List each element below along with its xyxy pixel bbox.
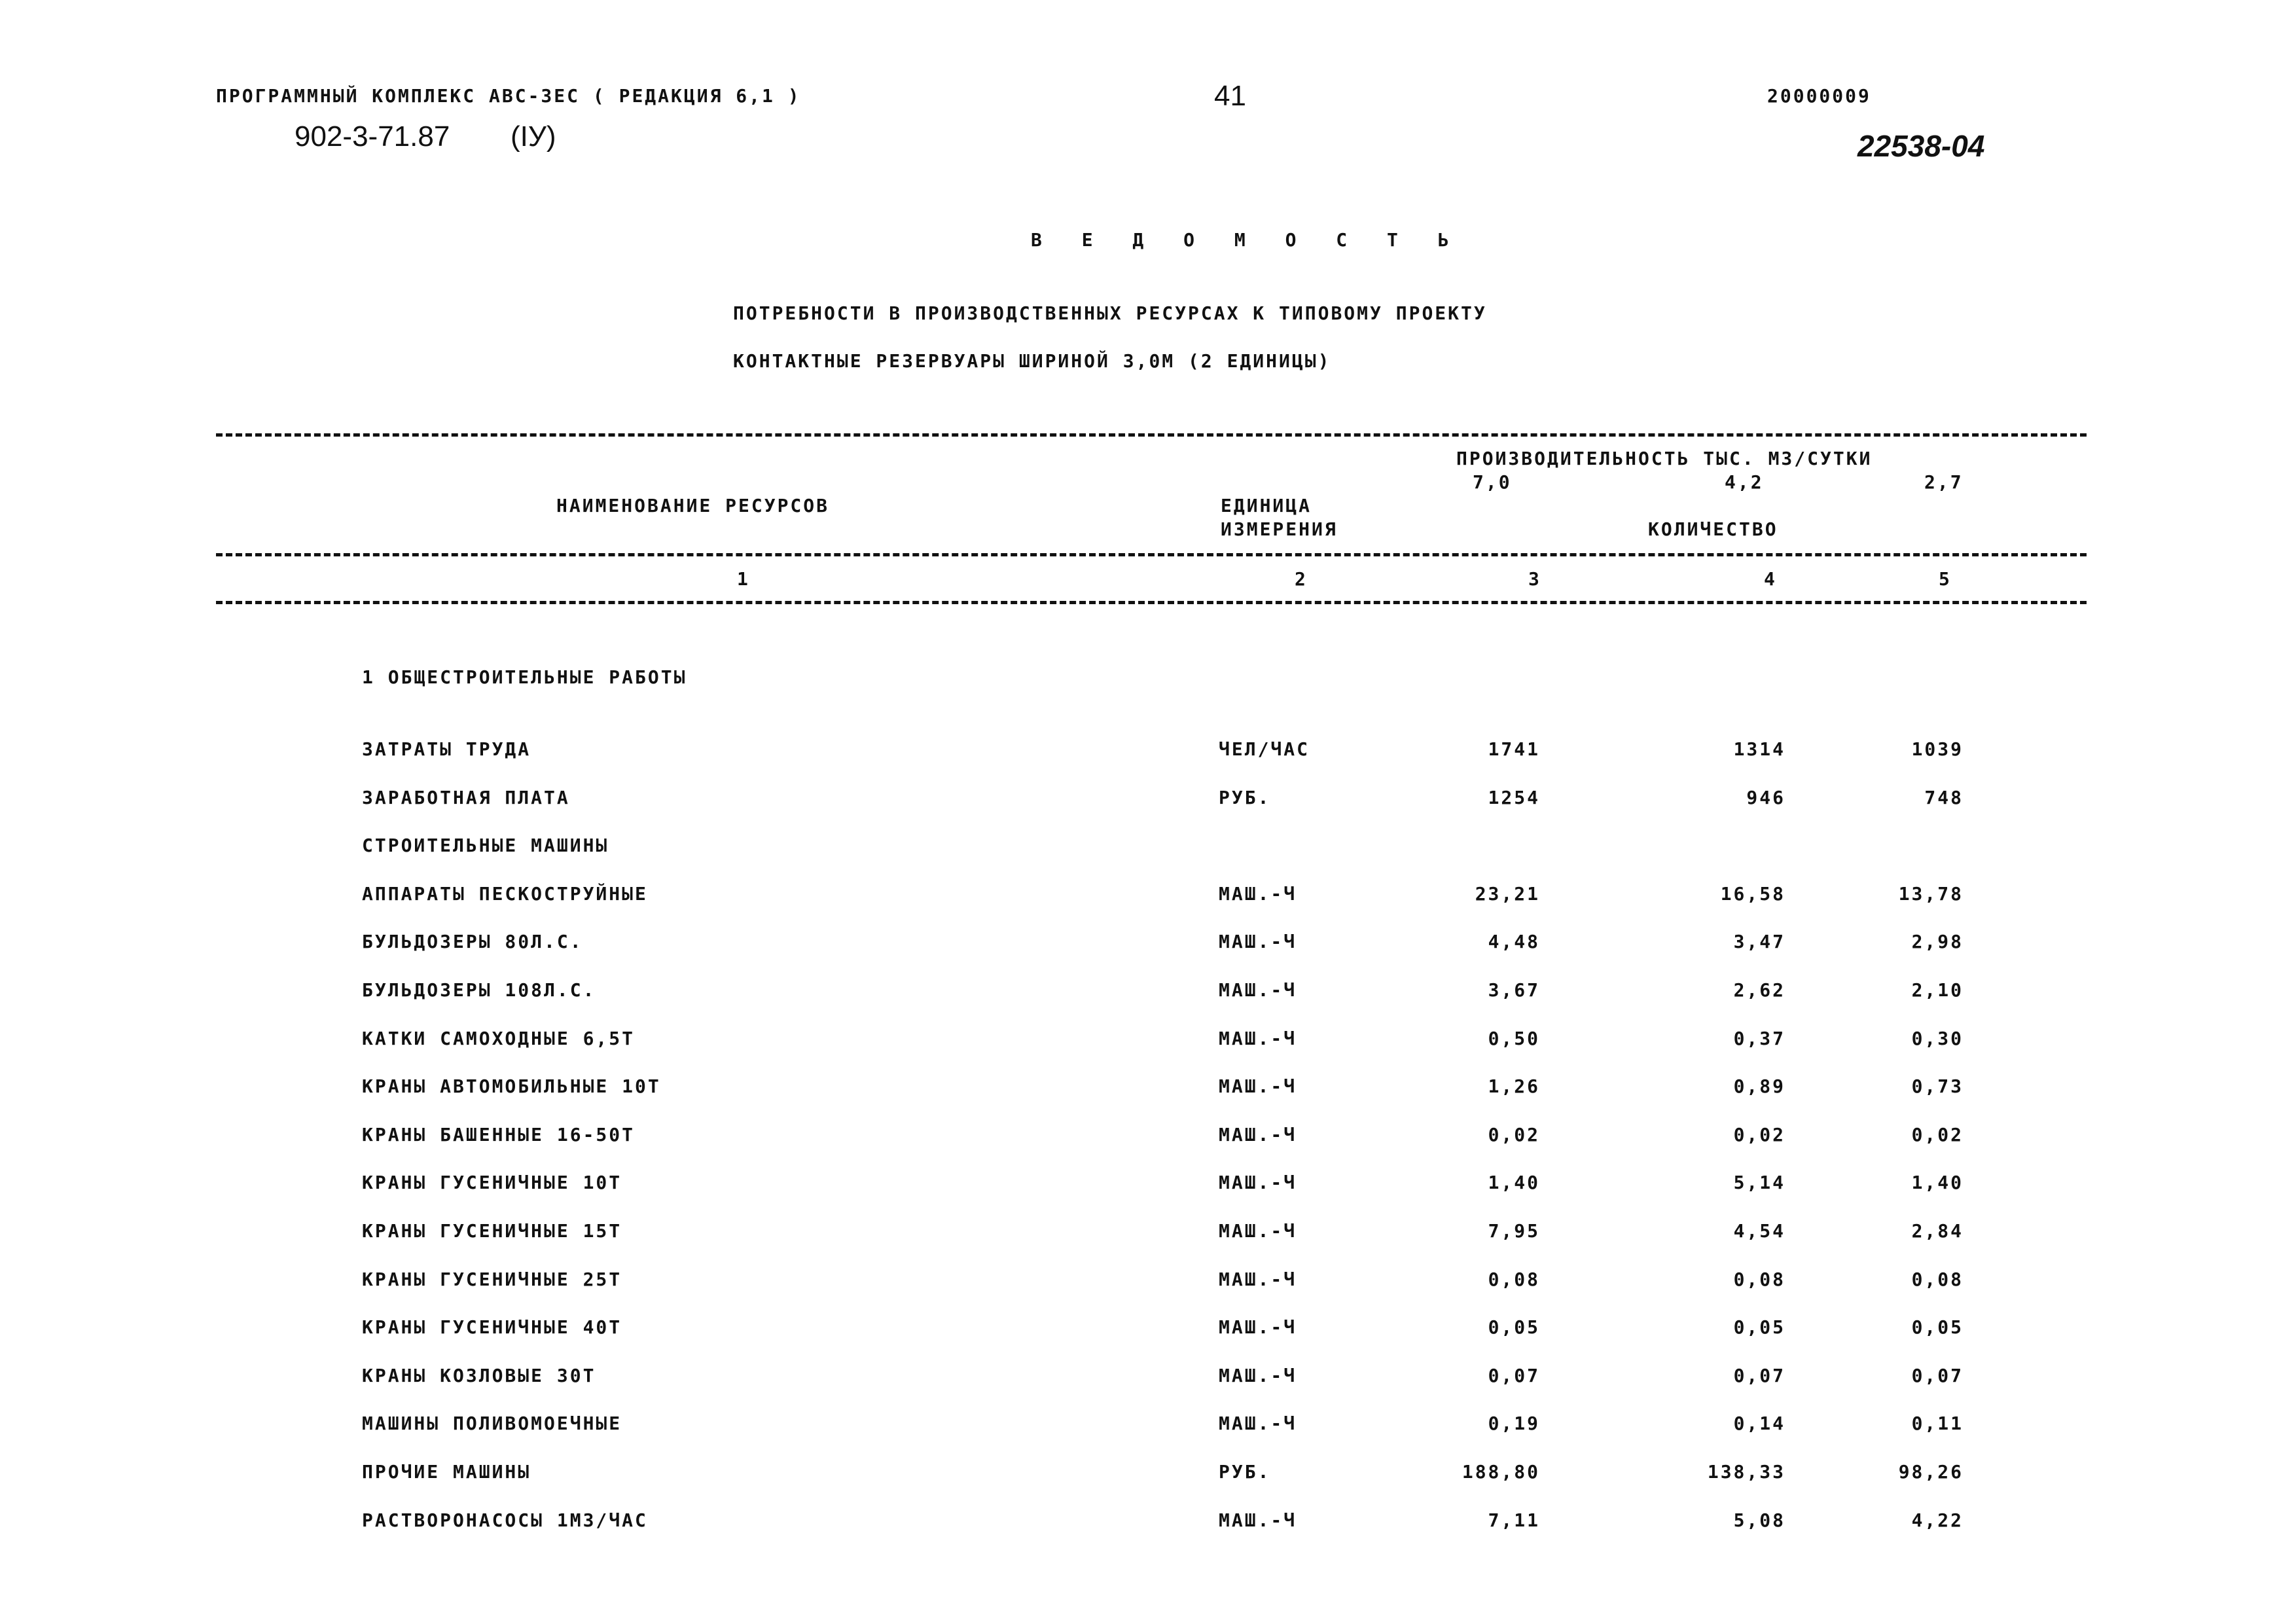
quantity-col-3: 23,21 bbox=[1475, 883, 1540, 905]
resource-unit: МАШ.-Ч bbox=[1219, 1269, 1297, 1290]
productivity-value-3: 2,7 bbox=[1924, 471, 1964, 493]
quantity-col-3: 0,07 bbox=[1488, 1365, 1540, 1386]
quantity-col-5: 4,22 bbox=[1911, 1509, 1964, 1531]
resource-unit: МАШ.-Ч bbox=[1219, 883, 1297, 905]
project-code: 902-3-71.87 bbox=[295, 120, 450, 153]
album-number: 22538-04 bbox=[1857, 129, 1985, 163]
resource-unit: МАШ.-Ч bbox=[1219, 931, 1297, 952]
resource-name: ЗАРАБОТНАЯ ПЛАТА bbox=[362, 787, 570, 808]
quantity-col-4: 0,37 bbox=[1733, 1028, 1785, 1049]
quantity-col-5: 0,73 bbox=[1911, 1075, 1964, 1097]
quantity-header: КОЛИЧЕСТВО bbox=[1648, 518, 1778, 540]
resource-name: КРАНЫ БАШЕННЫЕ 16-50Т bbox=[362, 1124, 636, 1146]
quantity-col-4: 946 bbox=[1746, 787, 1785, 808]
quantity-col-5: 13,78 bbox=[1898, 883, 1964, 905]
title-line-1: ПОТРЕБНОСТИ В ПРОИЗВОДСТВЕННЫХ РЕСУРСАХ К ТИПОВОМУ ПРОЕКТУ bbox=[733, 302, 1487, 324]
volume-label: (IУ) bbox=[511, 120, 556, 153]
quantity-col-5: 0,07 bbox=[1911, 1365, 1964, 1386]
quantity-col-4: 0,89 bbox=[1733, 1075, 1785, 1097]
quantity-col-5: 748 bbox=[1924, 787, 1964, 808]
header-bottom-rule bbox=[216, 553, 2087, 556]
resource-unit: МАШ.-Ч bbox=[1219, 1124, 1297, 1146]
quantity-col-5: 98,26 bbox=[1898, 1461, 1964, 1483]
quantity-col-3: 1,26 bbox=[1488, 1075, 1540, 1097]
quantity-col-5: 0,02 bbox=[1911, 1124, 1964, 1146]
resource-unit: РУБ. bbox=[1219, 787, 1271, 808]
quantity-col-4: 138,33 bbox=[1707, 1461, 1785, 1483]
title-line-2: КОНТАКТНЫЕ РЕЗЕРВУАРЫ ШИРИНОЙ 3,0М (2 ЕДИНИЦЫ) bbox=[733, 350, 1331, 372]
quantity-col-4: 1314 bbox=[1733, 738, 1785, 760]
quantity-col-3: 1741 bbox=[1488, 738, 1540, 760]
resource-name: БУЛЬДОЗЕРЫ 108Л.С. bbox=[362, 979, 596, 1001]
quantity-col-4: 0,02 bbox=[1733, 1124, 1785, 1146]
quantity-col-3: 0,50 bbox=[1488, 1028, 1540, 1049]
column-name-header: НАИМЕНОВАНИЕ РЕСУРСОВ bbox=[556, 495, 830, 516]
quantity-col-3: 1,40 bbox=[1488, 1172, 1540, 1193]
resource-name: ЗАТРАТЫ ТРУДА bbox=[362, 738, 531, 760]
quantity-col-3: 0,08 bbox=[1488, 1269, 1540, 1290]
quantity-col-4: 5,14 bbox=[1733, 1172, 1785, 1193]
resource-unit: МАШ.-Ч bbox=[1219, 1028, 1297, 1049]
resource-name: КРАНЫ ГУСЕНИЧНЫЕ 40Т bbox=[362, 1316, 622, 1338]
resource-unit: МАШ.-Ч bbox=[1219, 1075, 1297, 1097]
column-number-2: 2 bbox=[1295, 568, 1308, 590]
quantity-col-5: 0,30 bbox=[1911, 1028, 1964, 1049]
table-top-rule bbox=[216, 433, 2087, 437]
numbers-bottom-rule bbox=[216, 601, 2087, 604]
quantity-col-4: 3,47 bbox=[1733, 931, 1785, 952]
quantity-col-5: 1,40 bbox=[1911, 1172, 1964, 1193]
resource-name: АППАРАТЫ ПЕСКОСТРУЙНЫЕ bbox=[362, 883, 648, 905]
quantity-col-3: 0,05 bbox=[1488, 1316, 1540, 1338]
column-number-3: 3 bbox=[1528, 568, 1541, 590]
resource-unit: ЧЕЛ/ЧАС bbox=[1219, 738, 1310, 760]
productivity-value-1: 7,0 bbox=[1473, 471, 1512, 493]
quantity-col-5: 0,05 bbox=[1911, 1316, 1964, 1338]
column-unit-header-2: ИЗМЕРЕНИЯ bbox=[1221, 518, 1338, 540]
quantity-col-4: 0,07 bbox=[1733, 1365, 1785, 1386]
resource-unit: МАШ.-Ч bbox=[1219, 1413, 1297, 1434]
quantity-col-3: 1254 bbox=[1488, 787, 1540, 808]
resource-name: КРАНЫ ГУСЕНИЧНЫЕ 10Т bbox=[362, 1172, 622, 1193]
quantity-col-5: 2,84 bbox=[1911, 1220, 1964, 1242]
column-number-1: 1 bbox=[737, 568, 750, 590]
column-number-5: 5 bbox=[1939, 568, 1952, 590]
quantity-col-5: 0,11 bbox=[1911, 1413, 1964, 1434]
productivity-value-2: 4,2 bbox=[1725, 471, 1764, 493]
resource-unit: РУБ. bbox=[1219, 1461, 1271, 1483]
resource-name: КРАНЫ АВТОМОБИЛЬНЫЕ 10Т bbox=[362, 1075, 661, 1097]
program-line: ПРОГРАММНЫЙ КОМПЛЕКС АВС-3ЕС ( РЕДАКЦИЯ 6,1 ) bbox=[216, 85, 801, 107]
resource-unit: МАШ.-Ч bbox=[1219, 1365, 1297, 1386]
quantity-col-3: 7,11 bbox=[1488, 1509, 1540, 1531]
resource-unit: МАШ.-Ч bbox=[1219, 1509, 1297, 1531]
resource-unit: МАШ.-Ч bbox=[1219, 1316, 1297, 1338]
quantity-col-4: 0,08 bbox=[1733, 1269, 1785, 1290]
resource-name: КРАНЫ ГУСЕНИЧНЫЕ 15Т bbox=[362, 1220, 622, 1242]
quantity-col-5: 2,10 bbox=[1911, 979, 1964, 1001]
resource-name: СТРОИТЕЛЬНЫЕ МАШИНЫ bbox=[362, 835, 609, 856]
resource-name: КРАНЫ КОЗЛОВЫЕ 30Т bbox=[362, 1365, 596, 1386]
quantity-col-5: 1039 bbox=[1911, 738, 1964, 760]
productivity-header: ПРОИЗВОДИТЕЛЬНОСТЬ ТЫС. М3/СУТКИ bbox=[1456, 448, 1873, 469]
section-heading: 1 ОБЩЕСТРОИТЕЛЬНЫЕ РАБОТЫ bbox=[362, 666, 687, 688]
resource-unit: МАШ.-Ч bbox=[1219, 1172, 1297, 1193]
resource-name: КРАНЫ ГУСЕНИЧНЫЕ 25Т bbox=[362, 1269, 622, 1290]
resource-name: БУЛЬДОЗЕРЫ 80Л.С. bbox=[362, 931, 583, 952]
document-code: 20000009 bbox=[1767, 85, 1871, 107]
quantity-col-4: 16,58 bbox=[1720, 883, 1785, 905]
resource-unit: МАШ.-Ч bbox=[1219, 1220, 1297, 1242]
quantity-col-5: 2,98 bbox=[1911, 931, 1964, 952]
resource-name: ПРОЧИЕ МАШИНЫ bbox=[362, 1461, 531, 1483]
quantity-col-5: 0,08 bbox=[1911, 1269, 1964, 1290]
column-unit-header-1: ЕДИНИЦА bbox=[1221, 495, 1312, 516]
column-number-4: 4 bbox=[1764, 568, 1777, 590]
quantity-col-4: 0,14 bbox=[1733, 1413, 1785, 1434]
quantity-col-3: 188,80 bbox=[1462, 1461, 1540, 1483]
quantity-col-4: 2,62 bbox=[1733, 979, 1785, 1001]
quantity-col-4: 4,54 bbox=[1733, 1220, 1785, 1242]
quantity-col-4: 5,08 bbox=[1733, 1509, 1785, 1531]
resource-name: КАТКИ САМОХОДНЫЕ 6,5Т bbox=[362, 1028, 636, 1049]
page-number: 41 bbox=[1214, 80, 1246, 112]
resource-unit: МАШ.-Ч bbox=[1219, 979, 1297, 1001]
resource-name: РАСТВОРОНАСОСЫ 1М3/ЧАС bbox=[362, 1509, 648, 1531]
quantity-col-3: 3,67 bbox=[1488, 979, 1540, 1001]
quantity-col-3: 7,95 bbox=[1488, 1220, 1540, 1242]
quantity-col-4: 0,05 bbox=[1733, 1316, 1785, 1338]
document-heading: В Е Д О М О С Т Ь bbox=[1031, 229, 1463, 251]
resource-name: МАШИНЫ ПОЛИВОМОЕЧНЫЕ bbox=[362, 1413, 622, 1434]
quantity-col-3: 4,48 bbox=[1488, 931, 1540, 952]
quantity-col-3: 0,02 bbox=[1488, 1124, 1540, 1146]
quantity-col-3: 0,19 bbox=[1488, 1413, 1540, 1434]
